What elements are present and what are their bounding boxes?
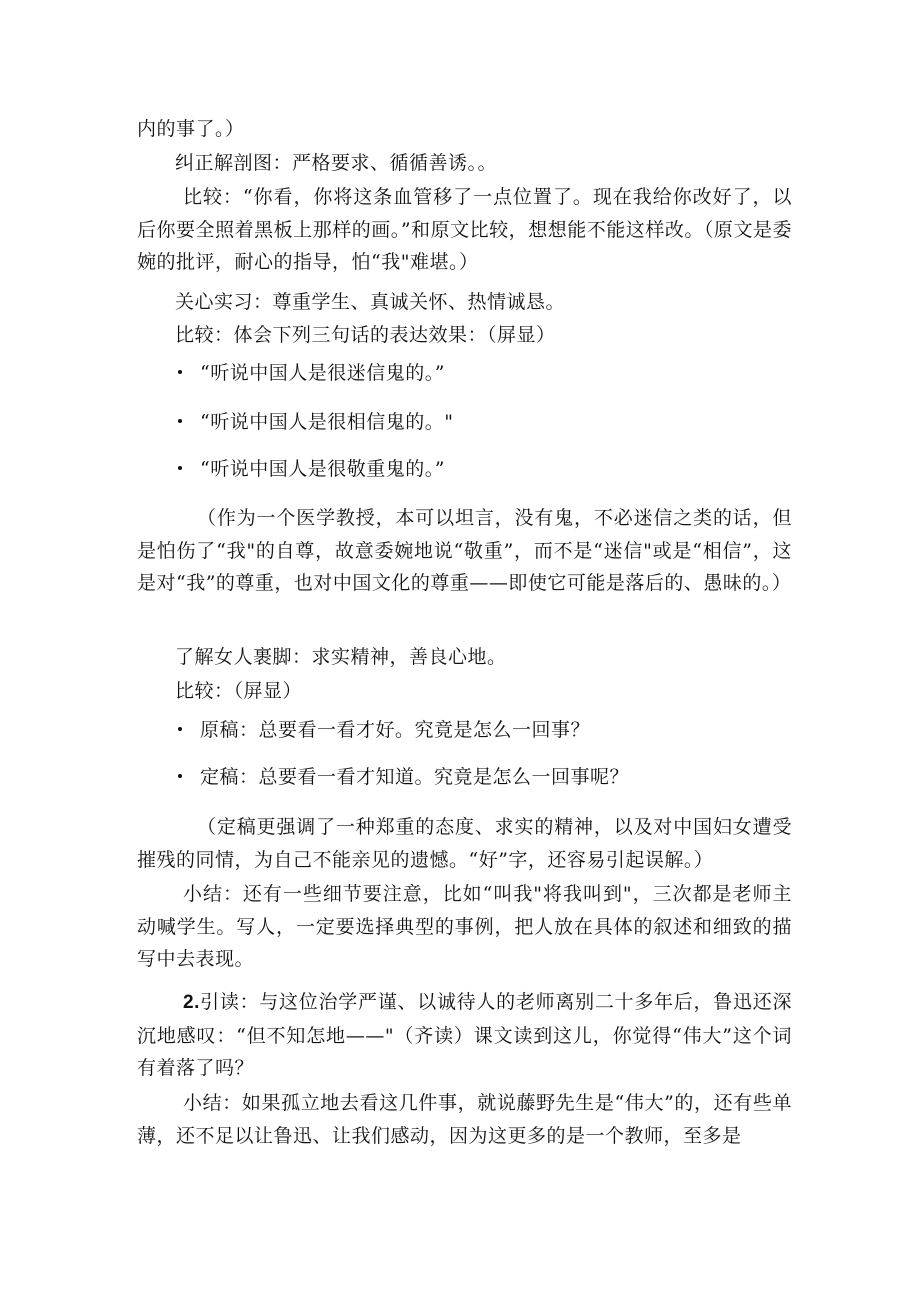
paragraph-summary-great: 小结：如果孤立地去看这几件事，就说藤野先生是“伟大”的，还有些单薄，还不足以让鲁迅、让我们感动，因为这更多的是一个教师，至多是 (137, 1092, 792, 1147)
heading-care-internship: 关心实习：尊重学生、真诚关怀、热情诚恳。 (175, 291, 566, 313)
bullet-item: “听说中国人是很相信鬼的。" (178, 410, 453, 434)
paragraph-summary-details: 小结：还有一些细节要注意，比如“叫我"将我叫到"，三次都是老师主动喊学生。写人，一定要选择典型的事例，把人放在具体的叙述和细致的描写中去表现。 (137, 883, 792, 970)
paragraph-compare-blood-vessel: 比较：“你看，你将这条血管移了一点位置了。现在我给你改好了，以后你要全照着黑板上那样的画。”和原文比较，想想能不能这样改。（原文是委婉的批评，耐心的指导，怕“我"难堪。） (137, 186, 792, 273)
heading-compare-drafts: 比较：（屏显） (175, 680, 303, 702)
bullet-item: 定稿：总要看一看才知道。究竟是怎么一回事呢？ (178, 765, 629, 789)
bullet-item: “听说中国人是很迷信鬼的。” (178, 361, 445, 385)
paragraph-note-respect: （作为一个医学教授，本可以坦言，没有鬼，不必迷信之类的话，但是怕伤了“我"的自尊，故意委婉地说“敬重”，而不是“迷信"或是“相信”，这是对“我”的尊重，也对中国文化的尊重——即使它可能是落后的、愚昧的。） (137, 507, 792, 594)
bullet-dot-icon (178, 419, 182, 423)
bullet-dot-icon (178, 774, 182, 778)
heading-foot-binding: 了解女人裹脚：求实精神，善良心地。 (175, 646, 507, 668)
bullet-item: “听说中国人是很敬重鬼的。” (178, 457, 445, 481)
paragraph-continuation: 内的事了。） (137, 118, 245, 140)
paragraph-lead-reading: 2.引读：与这位治学严谨、以诚待人的老师离别二十多年后，鲁迅还深沉地感叹：“但不知怎地——"（齐读）课文读到这儿，你觉得“伟大”这个词有着落了吗？ (137, 991, 792, 1079)
bullet-dot-icon (178, 466, 182, 470)
bullet-dot-icon (178, 727, 182, 731)
bullet-item: 原稿：总要看一看才好。究竟是怎么一回事？ (178, 718, 590, 742)
item-number: 2. (183, 992, 200, 1013)
heading-compare-three-sentences: 比较：体会下列三句话的表达效果：（屏显） (175, 324, 556, 346)
paragraph-note-final-draft: （定稿更强调了一种郑重的态度、求实的精神，以及对中国妇女遭受摧残的同情，为自己不能亲见的遗憾。“好”字，还容易引起误解。） (137, 816, 792, 871)
bullet-dot-icon (178, 370, 182, 374)
heading-correct-anatomy-drawing: 纠正解剖图：严格要求、循循善诱。。 (175, 152, 498, 174)
